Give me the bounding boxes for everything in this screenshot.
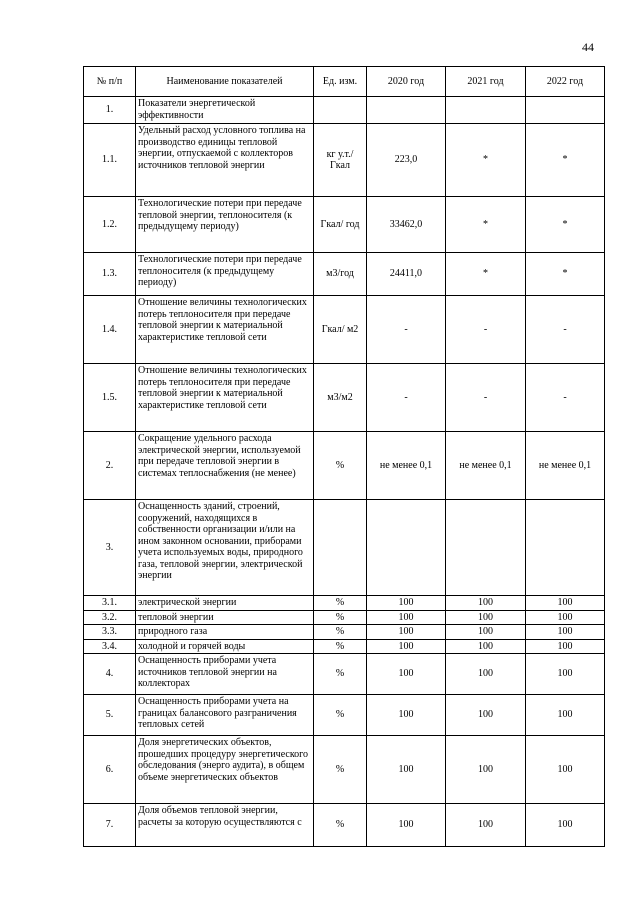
row-value-2020: - <box>367 296 446 364</box>
row-value-2022: 100 <box>526 695 605 736</box>
row-name: Технологические потери при передаче теплоносителя (к предыдущему периоду) <box>136 253 314 296</box>
row-number: 3.1. <box>84 596 136 611</box>
row-name: Удельный расход условного топлива на производство единицы тепловой энергии, отпускаемой с коллекторов источников тепловой энергии <box>136 124 314 197</box>
row-number: 1.3. <box>84 253 136 296</box>
table-row <box>84 596 605 611</box>
table-row <box>84 695 605 736</box>
row-number: 4. <box>84 654 136 695</box>
row-unit: % <box>314 596 367 611</box>
row-value-2022: 100 <box>526 625 605 640</box>
row-value-2021: 100 <box>446 654 526 695</box>
row-unit <box>314 97 367 124</box>
row-value-2022: 100 <box>526 596 605 611</box>
row-unit: м3/м2 <box>314 364 367 432</box>
header-number: № п/п <box>84 67 136 97</box>
row-value-2021: 100 <box>446 596 526 611</box>
row-value-2021 <box>446 500 526 596</box>
row-value-2020: 100 <box>367 610 446 625</box>
row-number: 5. <box>84 695 136 736</box>
row-unit: Гкал/ год <box>314 197 367 253</box>
table-row <box>84 500 605 596</box>
row-unit: % <box>314 695 367 736</box>
row-number: 1.1. <box>84 124 136 197</box>
row-value-2020 <box>367 500 446 596</box>
table-row <box>84 639 605 654</box>
row-value-2021 <box>446 97 526 124</box>
row-name: Доля энергетических объектов, прошедших процедуру энергетического обследования (энерго аудита), в общем объеме энергетических объектов <box>136 736 314 804</box>
row-value-2021: 100 <box>446 610 526 625</box>
table-row <box>84 736 605 804</box>
row-number: 1. <box>84 97 136 124</box>
row-number: 1.5. <box>84 364 136 432</box>
row-value-2021: не менее 0,1 <box>446 432 526 500</box>
row-value-2020: 33462,0 <box>367 197 446 253</box>
row-unit: Гкал/ м2 <box>314 296 367 364</box>
row-number: 3. <box>84 500 136 596</box>
row-name: Доля объемов тепловой энергии, расчеты за которую осуществляются с <box>136 804 314 847</box>
row-unit: % <box>314 639 367 654</box>
row-value-2022: 100 <box>526 610 605 625</box>
row-value-2022: 100 <box>526 654 605 695</box>
row-value-2022 <box>526 97 605 124</box>
row-name: Отношение величины технологических потерь теплоносителя при передаче тепловой энергии к материальной характеристике тепловой сети <box>136 364 314 432</box>
row-unit: % <box>314 610 367 625</box>
row-value-2021: * <box>446 253 526 296</box>
table-row <box>84 253 605 296</box>
row-number: 3.4. <box>84 639 136 654</box>
row-number: 6. <box>84 736 136 804</box>
row-value-2021: - <box>446 364 526 432</box>
page-number: 44 <box>582 40 594 54</box>
row-name: Оснащенность приборами учета на границах балансового разграничения тепловых сетей <box>136 695 314 736</box>
row-unit: % <box>314 736 367 804</box>
row-name: Сокращение удельного расхода электрической энергии, используемой при передаче тепловой энергии в системах теплоснабжения (не менее) <box>136 432 314 500</box>
row-value-2021: 100 <box>446 625 526 640</box>
row-value-2022 <box>526 500 605 596</box>
table-row <box>84 804 605 847</box>
row-value-2022: * <box>526 197 605 253</box>
row-value-2022: не менее 0,1 <box>526 432 605 500</box>
row-name: холодной и горячей воды <box>136 639 314 654</box>
table-header-row <box>84 67 605 97</box>
row-value-2021: * <box>446 197 526 253</box>
row-unit: % <box>314 804 367 847</box>
row-number: 1.2. <box>84 197 136 253</box>
row-value-2020: 100 <box>367 654 446 695</box>
row-value-2020: 100 <box>367 596 446 611</box>
header-name: Наименование показателей <box>136 67 314 97</box>
indicators-table <box>83 66 605 847</box>
row-name: Оснащенность приборами учета источников тепловой энергии на коллекторах <box>136 654 314 695</box>
row-value-2020: - <box>367 364 446 432</box>
row-value-2022: * <box>526 124 605 197</box>
row-value-2022: 100 <box>526 639 605 654</box>
row-unit: м3/год <box>314 253 367 296</box>
row-value-2020: 100 <box>367 625 446 640</box>
row-unit: % <box>314 625 367 640</box>
row-value-2021: 100 <box>446 639 526 654</box>
row-number: 1.4. <box>84 296 136 364</box>
row-number: 7. <box>84 804 136 847</box>
row-value-2022: - <box>526 364 605 432</box>
row-value-2022: 100 <box>526 804 605 847</box>
row-value-2020: 24411,0 <box>367 253 446 296</box>
row-name: Отношение величины технологических потерь теплоносителя при передаче тепловой энергии к материальной характеристике тепловой сети <box>136 296 314 364</box>
row-number: 2. <box>84 432 136 500</box>
table-row <box>84 97 605 124</box>
row-value-2021: * <box>446 124 526 197</box>
row-value-2022: - <box>526 296 605 364</box>
row-value-2020: 100 <box>367 695 446 736</box>
row-unit: % <box>314 432 367 500</box>
header-2022: 2022 год <box>526 67 605 97</box>
table-row <box>84 124 605 197</box>
table-row <box>84 197 605 253</box>
row-value-2022: * <box>526 253 605 296</box>
row-name: Показатели энергетической эффективности <box>136 97 314 124</box>
row-name: Технологические потери при передаче тепловой энергии, теплоносителя (к предыдущему периоду) <box>136 197 314 253</box>
row-value-2021: 100 <box>446 804 526 847</box>
row-name: природного газа <box>136 625 314 640</box>
row-value-2020: 100 <box>367 736 446 804</box>
table-row <box>84 364 605 432</box>
row-number: 3.2. <box>84 610 136 625</box>
row-number: 3.3. <box>84 625 136 640</box>
table-row <box>84 296 605 364</box>
row-value-2021: 100 <box>446 736 526 804</box>
row-name: Оснащенность зданий, строений, сооружений, находящихся в собственности организации и/или на ином законном основании, приборами учета используемых воды, природного газа, тепловой энергии, электрической энергии <box>136 500 314 596</box>
table-row <box>84 610 605 625</box>
row-value-2020: 100 <box>367 639 446 654</box>
row-value-2020 <box>367 97 446 124</box>
row-unit: кг у.т./ Гкал <box>314 124 367 197</box>
header-2021: 2021 год <box>446 67 526 97</box>
row-name: тепловой энергии <box>136 610 314 625</box>
row-value-2020: не менее 0,1 <box>367 432 446 500</box>
row-value-2022: 100 <box>526 736 605 804</box>
row-unit <box>314 500 367 596</box>
row-value-2021: - <box>446 296 526 364</box>
table-row <box>84 432 605 500</box>
header-2020: 2020 год <box>367 67 446 97</box>
row-value-2020: 100 <box>367 804 446 847</box>
header-unit: Ед. изм. <box>314 67 367 97</box>
row-name: электрической энергии <box>136 596 314 611</box>
table-row <box>84 625 605 640</box>
row-unit: % <box>314 654 367 695</box>
table-row <box>84 654 605 695</box>
row-value-2021: 100 <box>446 695 526 736</box>
row-value-2020: 223,0 <box>367 124 446 197</box>
